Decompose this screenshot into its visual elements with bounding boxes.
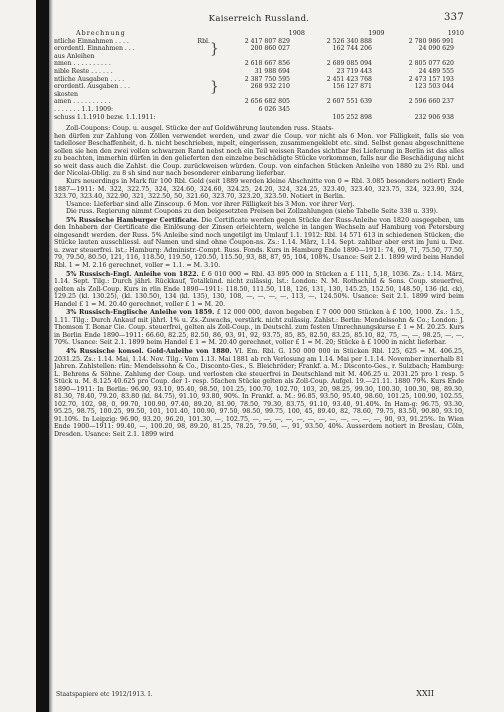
row-unit — [196, 106, 210, 114]
row-unit — [196, 68, 210, 76]
budget-table — [54, 30, 464, 121]
value-1908: 2 387 750 595 — [244, 75, 290, 83]
value-1910: 123 503 044 — [414, 83, 454, 91]
table-body — [54, 38, 464, 122]
row-label: amen . . . . . . . . . . — [54, 98, 111, 106]
text-body — [54, 125, 464, 438]
value-1909: 156 127 871 — [332, 83, 372, 91]
row-unit — [196, 91, 210, 99]
value-1909: 162 744 206 — [332, 45, 372, 53]
book-binding — [36, 0, 49, 712]
paragraph-zoll: Zoll-Coupons: Coup. u. ausgel. Stücke der auf Goldwährung lautenden russ. Staats- — [66, 125, 334, 133]
section-anleihe-1822 — [54, 271, 464, 309]
value-1908 — [210, 114, 290, 122]
row-label: ntliche Ausgaben . . . . — [54, 75, 125, 83]
section-gold-anleihe-1880 — [54, 348, 464, 439]
section-text: Die Certificate werden gegen Stücke der Russ-Anleihe von 1820 ausgegeben, um den Inhabern der Certificate die Einlösung der Zinsen erleichtern, welche in langen Wechseln auf Hamburg von Petersburg eingesandt werden. der Russ. 5% Anleihe sind noch ungetilgt im Umlauf 1.1. 1912: Rbl. 14 571 613 in schiedenen Stücken, die Stücke lauten ausschliessl. auf Namen und sind ohne Coupon-ns. Zs.: 1.14. März, 1.14. Sept. zahlbar aber erst im Juni u. Dez. u. zwar steuerfrei. lst.: Hamburg: Administr.-Compt. Russ. Fonds. Kurs in Hamburg Ende 1890—1911: 74, 69, 71, 75.50, 77.50, 79, 79.50, 80.50, 121, 116, 118.50, 119.50, 120.50, 115.50, 93, 88, 87, 95, 104, 108%. Usance: Seit 2.1. 1899 wird beim Handel Rbl. 1 = M. 2.16 gerechnet, voller = 1.1. = M. 3.10. — [54, 216, 464, 269]
year-1909: 1909 — [368, 29, 385, 37]
value-1908 — [210, 53, 290, 61]
section-text: VI. Em. Rbl. G. 150 000 000 in Stücken Rbl. 125, 625 = M. 406.25, 2031.25. Zs.: 1.14. Mai, 1.14. Nov. Tilg.: Vom 1.13. Mai 1881 ab rch Verlosung am 1.14. Mai per 1.1.14. November innerhalb 81 Jahren. Zahlstellen: rlin: Mendelssohn & Co., Disconto-Ges., S. Bleichröder; Frankf. a. M.: Disconto-Ges., r. Sulzbach; Hamburg: L. Behrens & Söhne. Zahlung der Coup. und verlosten cke steuerfrei in Deutschland mit M. 406.25 u. 2031.25 pro 1 resp. 5 Stück u. M. 8.125 40.625 pro Coup. der 1- resp. 5fachen Stücke gelten als Zoll-Coup. Aufgel. 19.—21.11. 1880 79%. Kurs Ende 1890—1911: In Berlin: 96.90, 93.10, 95.40, 98.50, 101.25, 100.70, 102.70, 103, 20, 98.25, 99.30, 100.30, 100.30, 98, 89.30, 81.30, 78.40, 79.20, 83.80 (kl. 84.75), 91.10, 93.80, 90%. In Frankf. a. M.: 96.85, 93.50, 95.40, 98.60, 101.25, 100.90, 102.55, 102.70, 102, 98, 0, 99.70, 100.90, 97.40, 89.20, 81.90, 78.50, 79.30, 83.75, 91.10, 93.40, 91.40%. In Ham-g: 96.75, 93.30, 95.25, 98.75, 100.25, 99.50, 101, 101.40, 100.90, 97.50, 98.50, 99.75, 100, 45, 89.40, 82, 78.60, 79.75, 83.50, 90.80, 93.10, 91.10%. In Leipzig: 96.90, 93.20, 96.20, 101.30, —, 102.75, —, —, —, —, —, —, —, —, —, —, —, —, 90, 93, 91.25%. In Wien Ende 1900—1911: 99.40, —, 100.20, 98, 89.20, 81.25, 78.25, 79.50, —, 91, 93.50, 40%. Ausserdem notiert in Breslau, Cöln, Dresden. Usance: Seit 2.1. 1899 wird — [54, 347, 464, 438]
table-heading: Abrechnung — [76, 30, 126, 37]
section-title: 5% Russisch-Engl. Anleihe von 1822. — [66, 270, 199, 278]
row-label: ntliche Einnahmen . . . . — [54, 37, 129, 45]
section-title: 4% Russische konsol. Gold-Anleihe von 1880. — [66, 347, 232, 355]
row-label: aus Anleihen — [54, 52, 95, 60]
paragraph-regierung: Die russ. Regierung nimmt Coupons zu den beigesetzten Preisen bei Zollzahlungen (siehe Tabelle Seite 338 u. 339). — [66, 208, 438, 216]
table-row — [54, 83, 464, 91]
row-label: nmen . . . . . . . . . . — [54, 60, 111, 68]
brace: } — [210, 79, 219, 95]
value-1909 — [290, 91, 372, 99]
footer-signature: Staatspapiere etc 1912/1913. I. — [56, 691, 153, 698]
table-row — [54, 76, 464, 84]
value-1908: 2 618 667 856 — [244, 60, 290, 68]
table-row — [54, 38, 464, 46]
table-row — [54, 60, 464, 68]
table-row — [54, 53, 464, 61]
row-unit — [196, 114, 210, 122]
value-1910: 2 596 660 237 — [408, 98, 454, 106]
section-title: 3% Russisch-Englische Anleihe von 1859. — [66, 309, 215, 317]
value-1910: 24 489 555 — [418, 67, 454, 75]
row-unit — [196, 76, 210, 84]
page-number: 337 — [444, 12, 464, 23]
brace: } — [210, 41, 219, 57]
value-1909: 2 607 551 639 — [326, 98, 372, 106]
table-row — [54, 98, 464, 106]
paragraph-usance: Usance: Lieferbar sind alle Zinscoup. 6 Mon. vor ihrer Fälligkeit bis 3 Mon. vor ihrer Verj. — [66, 200, 355, 208]
row-unit — [196, 53, 210, 61]
section-anleihe-1859 — [54, 309, 464, 347]
value-1908: 2 417 807 829 — [244, 37, 290, 45]
row-label: erordentl. Einnahmen . . . — [54, 45, 135, 53]
value-1910 — [372, 91, 454, 99]
value-1909: 2 689 085 094 — [326, 60, 372, 68]
row-unit — [196, 60, 210, 68]
value-1910: 232 906 938 — [414, 113, 454, 121]
table-row — [54, 68, 464, 76]
value-1910 — [372, 53, 454, 61]
value-1909 — [290, 53, 372, 61]
value-1909: 105 252 898 — [332, 113, 372, 121]
row-label: nible Reste . . . . . . — [54, 67, 113, 75]
page-footer — [54, 691, 464, 700]
value-1909: 23 719 443 — [336, 67, 372, 75]
binding-shadow — [49, 0, 53, 712]
year-1910: 1910 — [447, 29, 464, 37]
value-1910: 2 780 986 991 — [408, 37, 454, 45]
header-title: Kaiserreich Russland. — [208, 14, 310, 24]
value-1908 — [210, 91, 290, 99]
row-unit: Rbl. — [197, 37, 210, 45]
paragraph-kurs: Kurs neuerdings in Mark für 100 Rbl. Gold (seit 1889 werden kleine Abschnitte von 0 = Rbl. 3.085 besonders notiert) Ende 1887—1911: M. 322, 322.75, 324, 324.60, 324.60, 324.25, 24.20, 324, 324.25, 323.40, 323.40, 323.75, 324, 323.90, 324, 323.70, 323.40, 322.90, 321, 322.50, 50, 321.60, 323.70, 323.20, 323.50. Notiert in Berlin. — [54, 177, 464, 201]
row-label: erordentl. Ausgaben . . . — [54, 83, 130, 91]
year-1908: 1908 — [288, 29, 305, 37]
value-1909: 2 526 340 888 — [326, 37, 372, 45]
value-1908: 200 860 027 — [250, 45, 290, 53]
document-page — [54, 12, 464, 702]
row-unit — [196, 98, 210, 106]
table-row — [54, 106, 464, 114]
table-header-row — [54, 30, 464, 38]
row-label: . . . . . . . 1.1. 1909: — [54, 105, 114, 113]
row-unit — [196, 83, 210, 91]
section-text: £ 12 000 000, davon begeben £ 7 000 000 Stücken à £ 100, 1000. Zs.: 1.5., 1.11. Tilg.: Durch Ankauf mit jährl. 1% u. Zs.-Zuwachs, verstärk. nicht zulässig. Zahlst.: Berlin: Mendelssohn & Co.; London: J. Thomson T. Bonar Cie. Coup. steuerfrei, gelten als Zoll-Coup., in Deutschl. zum festen Umrechnungskurse £ 1 = M. 20.25. Kurs in Berlin Ende 1890—1911: 66.60, 82.25, 82.50, 86, 93, 91, 92, 93.75, 85, 85, 82.50, 83.25, 85.10, 82, 75, —, —, 98.25, —, —, 70%. Usance: Seit 2.1. 1899 beim Handel £ 1 = M. 20.40 gerechnet, voller £ 1 = M. 20; Stücke à £ 1000 in nicht lieferbar. — [54, 309, 464, 347]
table-row — [54, 91, 464, 99]
value-1910 — [372, 106, 454, 114]
value-1908: 31 988 694 — [254, 67, 290, 75]
value-1909 — [290, 106, 372, 114]
value-1910: 2 473 157 193 — [408, 75, 454, 83]
value-1908: 6 026 345 — [258, 105, 290, 113]
section-hamburger-certificate — [54, 217, 464, 270]
value-1909: 2 451 423 768 — [326, 75, 372, 83]
row-unit — [196, 45, 210, 53]
row-label: skosten — [54, 90, 78, 98]
section-text: £ 6 010 000 = Rbl. 43 895 000 in Stücken a £ 111, 5,18, 1036. Zs.: 1.14. März, 1.14. Sept. Tilg.: Durch jährl. Rückkauf, Totalkünd. nicht zulässig. lst.: London: N. M. Rothschild & Sons. Coup. steuerfrei, gelten als Zoll-Coup. Kurs in rlin Ende 1890—1911: 118.50, 111.50, 118, 126, 131, 130, 145.25, 152.50, 148.50, 136 (kl. ck), 129.25 (kl. 130.25), (kl. 130.50), 134 (kl. 135), 130, 108, —, —, —, —, 113, —, 124.50%. Usance: Seit 2.1. 1899 wird beim Handel £ 1 = M. 20.40 gerechnet, voller £ 1 = M. 20. — [54, 270, 464, 308]
footer-sheet-number: XXII — [416, 689, 434, 698]
table-row — [54, 114, 464, 122]
value-1908: 2 656 682 805 — [244, 98, 290, 106]
running-header — [54, 12, 464, 26]
section-title: 5% Russische Hamburger Certificate. — [66, 216, 199, 224]
row-label: schuss 1.1.1910 bezw. 1.1.1911: — [54, 113, 156, 121]
value-1908: 268 932 210 — [250, 83, 290, 91]
paragraph-zoll-cont: hen dürfen zur Zahlung von Zöllen verwendet werden, und zwar die Coup. vor nicht als 6 Mon. vor Fälligkeit, falls sie von tadelloser Beschaffenheit, d. h. nicht beschrieben, mpelt, eingerissen, zusammengeklebt etc. sind. Selbst genau abgeschnittene sollen sie hen den zwei vollen schwarzen Rand nebst noch ein Teil weissen Randes sichtbar Bei Lieferung in Berlin ist das alles zu beachten, immerhin dürfen in den gelieferten den einzelne beschädigte Stücke vorkommen, falls nur die Beschädigung nicht so weit dass auch die Zahlst. die Coup. zurückweisen würden. Coup. von einfachen Stücken Anleihe von 1880 zu 2½ Rbl. und der Nicolai-Oblig. zu 8 sh sind nur nach besonderer einbarung lieferbar. — [54, 132, 464, 178]
value-1910: 2 805 077 620 — [408, 60, 454, 68]
table-row — [54, 45, 464, 53]
value-1910: 24 090 629 — [418, 45, 454, 53]
